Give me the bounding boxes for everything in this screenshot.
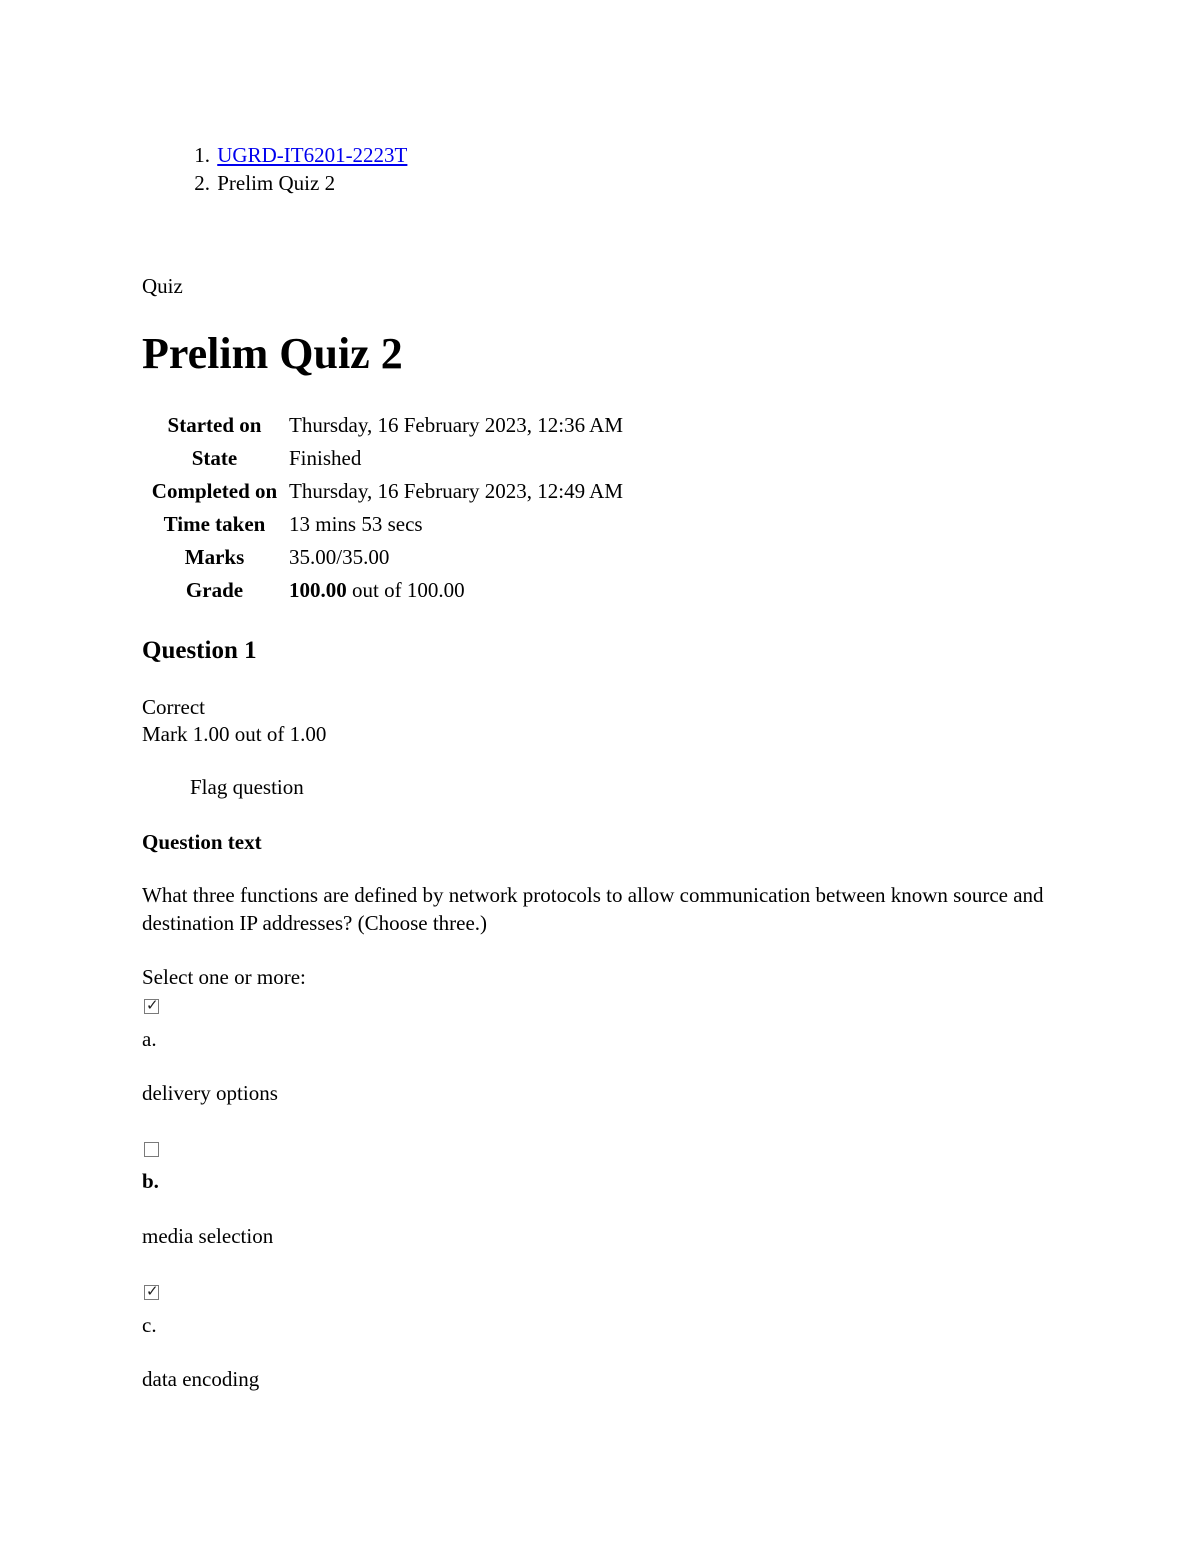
- breadcrumb-item-course: [194, 141, 408, 169]
- option-b-checkbox[interactable]: [144, 1142, 159, 1157]
- summary-row-grade: [142, 574, 623, 607]
- question-text-heading: Question text: [142, 830, 262, 854]
- summary-row-time-taken: [142, 508, 623, 541]
- grade-value: 100.00: [289, 578, 347, 602]
- breadcrumb-item-quiz: [194, 169, 407, 197]
- activity-kind-label: Quiz: [142, 274, 183, 298]
- summary-label: Grade: [185, 578, 244, 602]
- option-c-letter: c.: [142, 1313, 157, 1337]
- grade-out-of: out of 100.00: [346, 578, 465, 602]
- select-prompt: Select one or more:: [142, 965, 306, 989]
- option-c-checkbox[interactable]: [144, 1282, 159, 1300]
- checkmark-icon: ✓: [146, 1282, 159, 1300]
- summary-label: Completed on: [151, 479, 278, 503]
- summary-label: Time taken: [163, 512, 266, 536]
- summary-label: State: [191, 446, 238, 470]
- option-a-letter: a.: [142, 1027, 157, 1051]
- summary-row-started: [142, 409, 623, 442]
- flag-question-toggle[interactable]: Flag question: [190, 775, 304, 799]
- summary-value: Finished: [289, 446, 362, 470]
- breadcrumb: [194, 141, 408, 197]
- attempt-summary-table: [142, 409, 623, 607]
- summary-label: Marks: [184, 545, 245, 569]
- summary-label: Started on: [167, 413, 262, 437]
- summary-row-marks: [142, 541, 623, 574]
- option-b-letter: b.: [142, 1169, 159, 1193]
- question-text: What three functions are defined by network protocols to allow communication between known source and destination IP addresses? (Choose three.): [142, 883, 1044, 935]
- option-a-text[interactable]: delivery options: [142, 1081, 278, 1105]
- option-a-checkbox[interactable]: [144, 996, 159, 1014]
- page-title: Prelim Quiz 2: [142, 329, 403, 378]
- breadcrumb-number: 1.: [194, 143, 210, 167]
- summary-value: 35.00/35.00: [289, 545, 390, 569]
- summary-value: [287, 574, 623, 607]
- summary-row-completed: [142, 475, 623, 508]
- question-heading: Question 1: [142, 637, 257, 664]
- option-b-text[interactable]: media selection: [142, 1224, 274, 1248]
- breadcrumb-number: 2.: [194, 171, 210, 195]
- question-mark: Mark 1.00 out of 1.00: [142, 722, 327, 746]
- summary-row-state: [142, 442, 623, 475]
- breadcrumb-current: Prelim Quiz 2: [217, 171, 336, 195]
- summary-value: Thursday, 16 February 2023, 12:36 AM: [289, 413, 624, 437]
- question-state: Correct: [142, 695, 205, 719]
- option-c-text[interactable]: data encoding: [142, 1367, 260, 1391]
- checkmark-icon: ✓: [146, 996, 159, 1014]
- breadcrumb-link-course[interactable]: UGRD-IT6201-2223T: [217, 143, 408, 167]
- summary-value: 13 mins 53 secs: [289, 512, 423, 536]
- summary-value: Thursday, 16 February 2023, 12:49 AM: [289, 479, 624, 503]
